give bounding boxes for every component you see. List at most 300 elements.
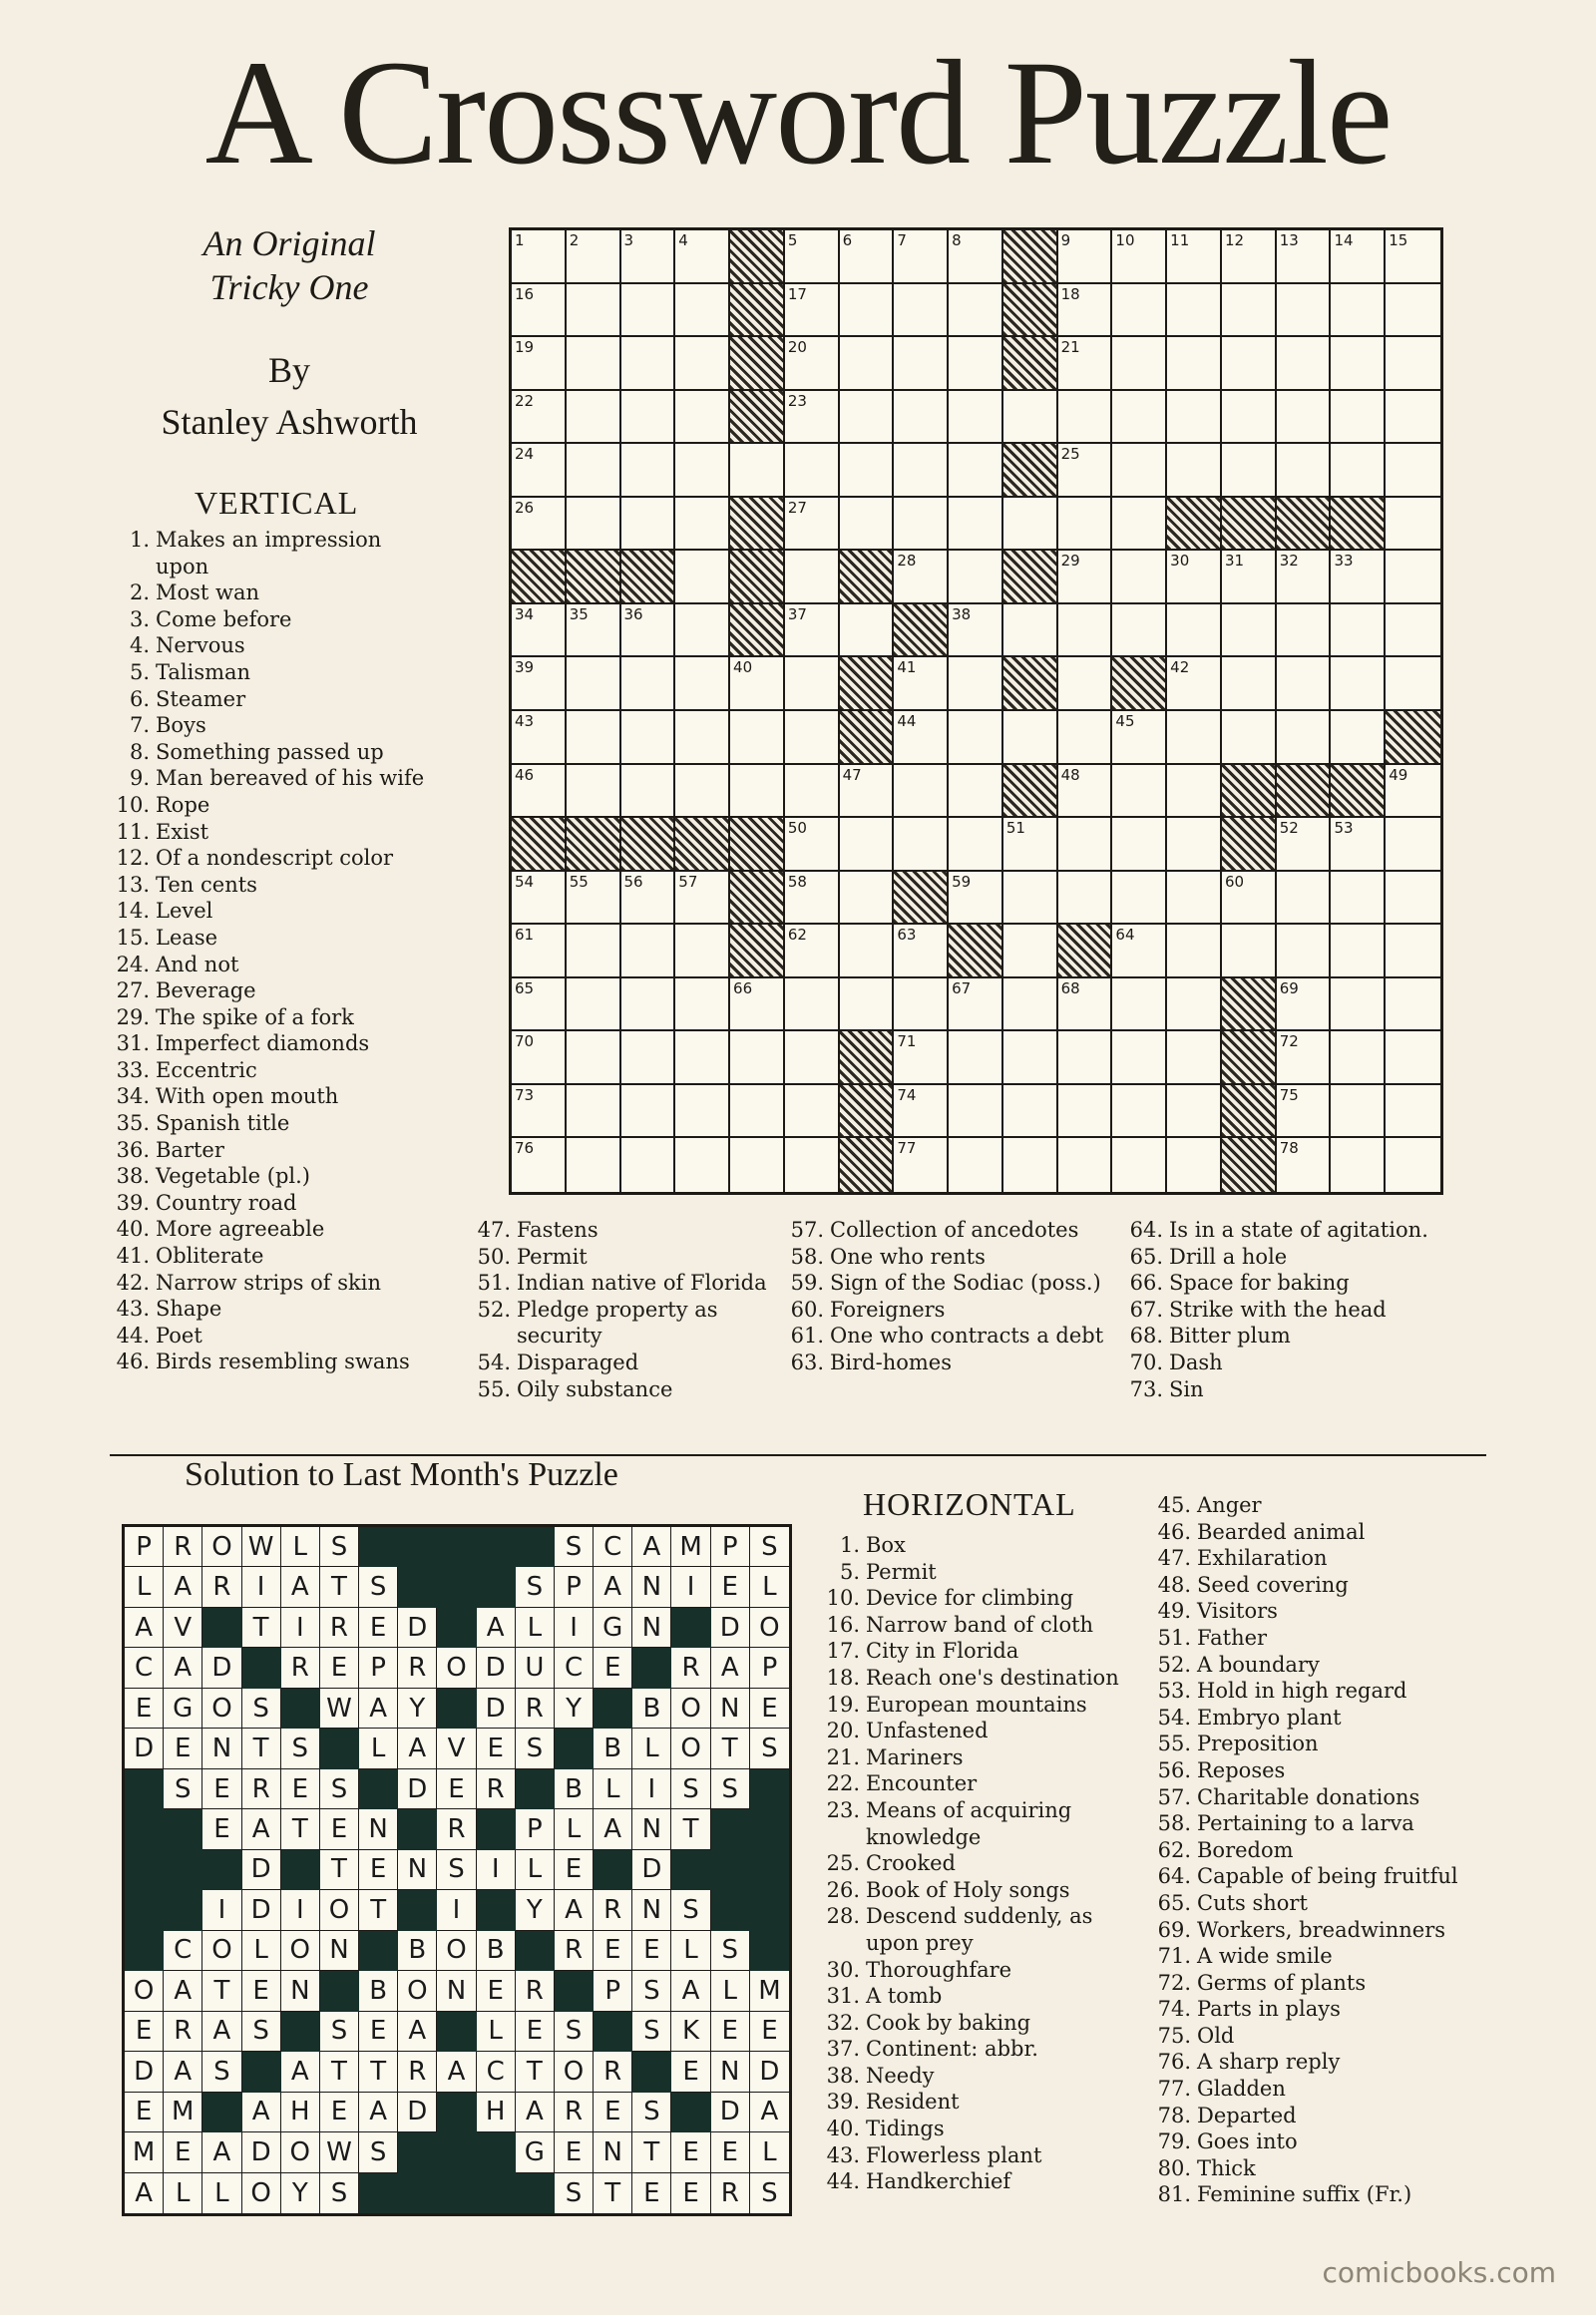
puzzle-cell[interactable] bbox=[1112, 284, 1167, 338]
puzzle-cell[interactable] bbox=[785, 711, 840, 765]
puzzle-cell[interactable] bbox=[567, 978, 621, 1032]
puzzle-cell[interactable] bbox=[621, 657, 676, 711]
puzzle-cell[interactable] bbox=[840, 872, 895, 926]
puzzle-cell[interactable] bbox=[1222, 284, 1277, 338]
puzzle-cell[interactable] bbox=[1058, 657, 1113, 711]
puzzle-cell[interactable] bbox=[675, 284, 730, 338]
puzzle-cell[interactable] bbox=[785, 978, 840, 1032]
puzzle-cell[interactable] bbox=[1058, 230, 1113, 284]
puzzle-cell[interactable] bbox=[1331, 1138, 1386, 1192]
puzzle-cell[interactable] bbox=[1112, 711, 1167, 765]
puzzle-cell[interactable] bbox=[1112, 818, 1167, 872]
clue-item bbox=[816, 2036, 1145, 2063]
puzzle-cell[interactable] bbox=[675, 230, 730, 284]
puzzle-cell[interactable] bbox=[1112, 337, 1167, 391]
puzzle-cell[interactable] bbox=[1112, 872, 1167, 926]
puzzle-cell[interactable] bbox=[1058, 765, 1113, 819]
puzzle-cell[interactable] bbox=[1112, 604, 1167, 658]
puzzle-cell[interactable] bbox=[840, 391, 895, 445]
solution-black-square bbox=[202, 1850, 241, 1890]
puzzle-cell[interactable] bbox=[1112, 230, 1167, 284]
solution-letter: A bbox=[125, 1608, 164, 1648]
puzzle-cell[interactable] bbox=[1167, 1085, 1222, 1139]
puzzle-cell[interactable] bbox=[512, 765, 567, 819]
puzzle-cell[interactable] bbox=[621, 872, 676, 926]
puzzle-cell[interactable] bbox=[949, 284, 1003, 338]
clue-number: 5. bbox=[129, 659, 150, 684]
solution-letter: L bbox=[359, 1729, 398, 1768]
puzzle-cell[interactable] bbox=[1386, 391, 1440, 445]
puzzle-cell[interactable] bbox=[1167, 391, 1222, 445]
puzzle-cell[interactable] bbox=[894, 444, 949, 498]
puzzle-cell[interactable] bbox=[840, 337, 895, 391]
puzzle-cell[interactable] bbox=[621, 284, 676, 338]
puzzle-cell[interactable] bbox=[1058, 1031, 1113, 1085]
puzzle-cell[interactable] bbox=[1277, 604, 1332, 658]
clue-item bbox=[1147, 1731, 1491, 1757]
puzzle-cell[interactable] bbox=[1112, 1138, 1167, 1192]
clue-text: Visitors bbox=[1197, 1599, 1278, 1624]
puzzle-cell[interactable] bbox=[621, 498, 676, 552]
puzzle-cell[interactable] bbox=[1331, 872, 1386, 926]
solution-letter: T bbox=[242, 1729, 281, 1768]
puzzle-cell[interactable] bbox=[675, 337, 730, 391]
puzzle-cell[interactable] bbox=[1167, 1138, 1222, 1192]
puzzle-cell[interactable] bbox=[785, 872, 840, 926]
puzzle-cell[interactable] bbox=[1003, 818, 1058, 872]
puzzle-cell[interactable] bbox=[512, 657, 567, 711]
clue-number: 57. bbox=[1157, 1784, 1191, 1809]
solution-letter: O bbox=[125, 1971, 164, 2011]
clue-text: Box bbox=[866, 1533, 906, 1557]
puzzle-cell[interactable] bbox=[785, 498, 840, 552]
puzzle-cell[interactable] bbox=[1277, 818, 1332, 872]
puzzle-cell[interactable] bbox=[894, 1138, 949, 1192]
puzzle-cell[interactable] bbox=[675, 978, 730, 1032]
puzzle-cell[interactable] bbox=[1331, 818, 1386, 872]
puzzle-cell[interactable] bbox=[1277, 551, 1332, 604]
puzzle-cell[interactable] bbox=[1167, 711, 1222, 765]
puzzle-cell[interactable] bbox=[512, 1085, 567, 1139]
puzzle-cell[interactable] bbox=[949, 444, 1003, 498]
clue-number: 22. bbox=[826, 1771, 860, 1796]
puzzle-cell[interactable] bbox=[1277, 925, 1332, 978]
puzzle-cell[interactable] bbox=[1058, 711, 1113, 765]
puzzle-cell[interactable] bbox=[567, 657, 621, 711]
puzzle-cell[interactable] bbox=[1167, 337, 1222, 391]
puzzle-cell[interactable] bbox=[1167, 872, 1222, 926]
puzzle-cell[interactable] bbox=[1277, 978, 1332, 1032]
puzzle-cell[interactable] bbox=[1277, 872, 1332, 926]
puzzle-cell[interactable] bbox=[1386, 765, 1440, 819]
solution-letter: L bbox=[516, 1608, 555, 1648]
puzzle-cell[interactable] bbox=[621, 978, 676, 1032]
puzzle-cell[interactable] bbox=[621, 711, 676, 765]
puzzle-cell[interactable] bbox=[1003, 925, 1058, 978]
puzzle-cell[interactable] bbox=[1058, 604, 1113, 658]
puzzle-cell[interactable] bbox=[949, 1031, 1003, 1085]
puzzle-cell[interactable] bbox=[1386, 551, 1440, 604]
puzzle-cell[interactable] bbox=[1331, 1031, 1386, 1085]
puzzle-cell[interactable] bbox=[675, 711, 730, 765]
puzzle-cell[interactable] bbox=[1331, 978, 1386, 1032]
clue-number: 15. bbox=[116, 925, 150, 950]
puzzle-cell[interactable] bbox=[894, 818, 949, 872]
puzzle-cell[interactable] bbox=[1277, 391, 1332, 445]
puzzle-cell[interactable] bbox=[675, 498, 730, 552]
puzzle-cell[interactable] bbox=[894, 1031, 949, 1085]
puzzle-cell[interactable] bbox=[1003, 978, 1058, 1032]
black-square bbox=[1222, 818, 1277, 872]
clue-number: 11. bbox=[116, 819, 150, 844]
puzzle-cell[interactable] bbox=[1277, 337, 1332, 391]
puzzle-cell[interactable] bbox=[1112, 444, 1167, 498]
puzzle-cell[interactable] bbox=[785, 1031, 840, 1085]
puzzle-cell[interactable] bbox=[1386, 604, 1440, 658]
puzzle-cell[interactable] bbox=[567, 604, 621, 658]
puzzle-cell[interactable] bbox=[621, 1138, 676, 1192]
puzzle-cell[interactable] bbox=[949, 818, 1003, 872]
puzzle-cell[interactable] bbox=[949, 711, 1003, 765]
puzzle-cell[interactable] bbox=[949, 872, 1003, 926]
puzzle-cell[interactable] bbox=[1112, 765, 1167, 819]
puzzle-cell[interactable] bbox=[730, 1085, 785, 1139]
puzzle-cell[interactable] bbox=[730, 765, 785, 819]
puzzle-cell[interactable] bbox=[567, 711, 621, 765]
solution-black-square bbox=[437, 2173, 476, 2213]
puzzle-cell[interactable] bbox=[1167, 284, 1222, 338]
puzzle-cell[interactable] bbox=[1277, 711, 1332, 765]
puzzle-cell[interactable] bbox=[567, 1085, 621, 1139]
puzzle-cell[interactable] bbox=[1112, 498, 1167, 552]
puzzle-cell[interactable] bbox=[1058, 818, 1113, 872]
clue-number: 43. bbox=[826, 2142, 860, 2167]
puzzle-cell[interactable] bbox=[1112, 1031, 1167, 1085]
clue-text: A tomb bbox=[866, 1984, 943, 2009]
puzzle-cell[interactable] bbox=[675, 604, 730, 658]
puzzle-cell[interactable] bbox=[894, 391, 949, 445]
puzzle-cell[interactable] bbox=[1112, 1085, 1167, 1139]
puzzle-cell[interactable] bbox=[512, 1031, 567, 1085]
puzzle-cell[interactable] bbox=[840, 284, 895, 338]
puzzle-cell[interactable] bbox=[1222, 657, 1277, 711]
puzzle-cell[interactable] bbox=[675, 551, 730, 604]
puzzle-cell[interactable] bbox=[949, 1085, 1003, 1139]
puzzle-cell[interactable] bbox=[1167, 604, 1222, 658]
puzzle-cell[interactable] bbox=[785, 657, 840, 711]
clue-text: Ten cents bbox=[156, 872, 257, 897]
puzzle-cell[interactable] bbox=[675, 657, 730, 711]
black-square bbox=[1331, 498, 1386, 552]
puzzle-cell[interactable] bbox=[621, 391, 676, 445]
puzzle-cell[interactable] bbox=[1331, 1085, 1386, 1139]
puzzle-cell[interactable] bbox=[1003, 391, 1058, 445]
puzzle-cell[interactable] bbox=[949, 978, 1003, 1032]
puzzle-cell[interactable] bbox=[1386, 337, 1440, 391]
puzzle-cell[interactable] bbox=[785, 765, 840, 819]
puzzle-cell[interactable] bbox=[1277, 1085, 1332, 1139]
puzzle-cell[interactable] bbox=[1222, 230, 1277, 284]
puzzle-cell[interactable] bbox=[894, 551, 949, 604]
puzzle-cell[interactable] bbox=[1331, 551, 1386, 604]
puzzle-cell[interactable] bbox=[785, 818, 840, 872]
clue-text: Country road bbox=[156, 1190, 297, 1215]
puzzle-cell[interactable] bbox=[1331, 337, 1386, 391]
puzzle-cell[interactable] bbox=[621, 925, 676, 978]
black-square bbox=[1003, 765, 1058, 819]
puzzle-cell[interactable] bbox=[512, 337, 567, 391]
puzzle-cell[interactable] bbox=[1222, 925, 1277, 978]
solution-letter: L bbox=[202, 2173, 241, 2213]
clue-text: The spike of a fork bbox=[156, 1004, 354, 1029]
puzzle-cell[interactable] bbox=[1167, 925, 1222, 978]
puzzle-cell[interactable] bbox=[1222, 391, 1277, 445]
puzzle-cell[interactable] bbox=[1058, 391, 1113, 445]
puzzle-cell[interactable] bbox=[949, 1138, 1003, 1192]
puzzle-cell[interactable] bbox=[1112, 391, 1167, 445]
puzzle-cell[interactable] bbox=[785, 284, 840, 338]
puzzle-cell[interactable] bbox=[785, 604, 840, 658]
puzzle-cell[interactable] bbox=[894, 711, 949, 765]
clue-number: 28. bbox=[826, 1904, 860, 1929]
puzzle-cell[interactable] bbox=[1277, 657, 1332, 711]
clue-number: 78. bbox=[1157, 2103, 1191, 2127]
puzzle-cell[interactable] bbox=[1112, 925, 1167, 978]
puzzle-cell[interactable] bbox=[1386, 1085, 1440, 1139]
puzzle-cell[interactable] bbox=[675, 872, 730, 926]
puzzle-cell[interactable] bbox=[675, 1138, 730, 1192]
solution-letter: Y bbox=[281, 2173, 320, 2213]
cell-number: 20 bbox=[787, 338, 807, 357]
puzzle-cell[interactable] bbox=[621, 604, 676, 658]
puzzle-cell[interactable] bbox=[894, 337, 949, 391]
clue-text: Makes an impression upon bbox=[156, 528, 382, 579]
puzzle-cell[interactable] bbox=[512, 925, 567, 978]
puzzle-cell[interactable] bbox=[785, 1085, 840, 1139]
puzzle-cell[interactable] bbox=[785, 391, 840, 445]
puzzle-cell[interactable] bbox=[785, 925, 840, 978]
puzzle-cell[interactable] bbox=[894, 498, 949, 552]
puzzle-cell[interactable] bbox=[621, 444, 676, 498]
puzzle-cell[interactable] bbox=[785, 337, 840, 391]
puzzle-cell[interactable] bbox=[1167, 818, 1222, 872]
puzzle-cell[interactable] bbox=[730, 1138, 785, 1192]
puzzle-cell[interactable] bbox=[1277, 444, 1332, 498]
puzzle-cell[interactable] bbox=[1331, 604, 1386, 658]
puzzle-cell[interactable] bbox=[1112, 551, 1167, 604]
puzzle-cell[interactable] bbox=[1386, 925, 1440, 978]
clue-number: 36. bbox=[116, 1137, 150, 1162]
puzzle-cell[interactable] bbox=[1003, 1031, 1058, 1085]
puzzle-cell[interactable] bbox=[1331, 657, 1386, 711]
puzzle-cell[interactable] bbox=[1167, 230, 1222, 284]
solution-letter: D bbox=[242, 1890, 281, 1930]
puzzle-cell[interactable] bbox=[785, 444, 840, 498]
puzzle-cell[interactable] bbox=[840, 978, 895, 1032]
puzzle-cell[interactable] bbox=[1058, 284, 1113, 338]
puzzle-cell[interactable] bbox=[1386, 230, 1440, 284]
puzzle-cell[interactable] bbox=[621, 337, 676, 391]
puzzle-cell[interactable] bbox=[785, 1138, 840, 1192]
puzzle-cell[interactable] bbox=[1167, 978, 1222, 1032]
puzzle-cell[interactable] bbox=[1167, 765, 1222, 819]
puzzle-cell[interactable] bbox=[1386, 872, 1440, 926]
puzzle-cell[interactable] bbox=[894, 925, 949, 978]
puzzle-cell[interactable] bbox=[1386, 818, 1440, 872]
puzzle-cell[interactable] bbox=[840, 498, 895, 552]
crossword-grid[interactable] bbox=[509, 227, 1443, 1195]
puzzle-cell[interactable] bbox=[567, 1138, 621, 1192]
puzzle-cell[interactable] bbox=[785, 551, 840, 604]
puzzle-cell[interactable] bbox=[1222, 444, 1277, 498]
puzzle-cell[interactable] bbox=[621, 1031, 676, 1085]
puzzle-cell[interactable] bbox=[512, 230, 567, 284]
puzzle-cell[interactable] bbox=[1167, 1031, 1222, 1085]
puzzle-cell[interactable] bbox=[1003, 1085, 1058, 1139]
puzzle-cell[interactable] bbox=[894, 1085, 949, 1139]
puzzle-cell[interactable] bbox=[949, 765, 1003, 819]
puzzle-cell[interactable] bbox=[621, 1085, 676, 1139]
puzzle-cell[interactable] bbox=[1331, 284, 1386, 338]
puzzle-cell[interactable] bbox=[512, 711, 567, 765]
puzzle-cell[interactable] bbox=[730, 1031, 785, 1085]
puzzle-cell[interactable] bbox=[567, 444, 621, 498]
puzzle-cell[interactable] bbox=[949, 657, 1003, 711]
puzzle-cell[interactable] bbox=[840, 765, 895, 819]
puzzle-cell[interactable] bbox=[567, 498, 621, 552]
puzzle-cell[interactable] bbox=[567, 391, 621, 445]
puzzle-cell[interactable] bbox=[1003, 711, 1058, 765]
puzzle-cell[interactable] bbox=[1058, 444, 1113, 498]
solution-letter: T bbox=[594, 2173, 632, 2213]
puzzle-cell[interactable] bbox=[675, 1085, 730, 1139]
puzzle-cell[interactable] bbox=[949, 337, 1003, 391]
solution-letter: E bbox=[202, 1769, 241, 1809]
puzzle-cell[interactable] bbox=[840, 230, 895, 284]
puzzle-cell[interactable] bbox=[894, 978, 949, 1032]
puzzle-cell[interactable] bbox=[1277, 1138, 1332, 1192]
puzzle-cell[interactable] bbox=[1331, 444, 1386, 498]
puzzle-cell[interactable] bbox=[949, 391, 1003, 445]
puzzle-cell[interactable] bbox=[1058, 1138, 1113, 1192]
puzzle-cell[interactable] bbox=[785, 230, 840, 284]
puzzle-cell[interactable] bbox=[840, 604, 895, 658]
solution-black-square bbox=[594, 1850, 632, 1890]
puzzle-cell[interactable] bbox=[675, 444, 730, 498]
puzzle-cell[interactable] bbox=[1277, 284, 1332, 338]
puzzle-cell[interactable] bbox=[675, 765, 730, 819]
puzzle-cell[interactable] bbox=[894, 284, 949, 338]
puzzle-cell[interactable] bbox=[840, 925, 895, 978]
puzzle-cell[interactable] bbox=[567, 284, 621, 338]
puzzle-cell[interactable] bbox=[512, 284, 567, 338]
puzzle-cell[interactable] bbox=[621, 765, 676, 819]
puzzle-cell[interactable] bbox=[1222, 872, 1277, 926]
puzzle-cell[interactable] bbox=[1277, 1031, 1332, 1085]
puzzle-cell[interactable] bbox=[949, 551, 1003, 604]
puzzle-cell[interactable] bbox=[512, 1138, 567, 1192]
puzzle-cell[interactable] bbox=[567, 230, 621, 284]
puzzle-cell[interactable] bbox=[567, 337, 621, 391]
puzzle-cell[interactable] bbox=[1222, 337, 1277, 391]
puzzle-cell[interactable] bbox=[1222, 551, 1277, 604]
puzzle-cell[interactable] bbox=[1167, 551, 1222, 604]
puzzle-cell[interactable] bbox=[1058, 337, 1113, 391]
puzzle-cell[interactable] bbox=[730, 657, 785, 711]
puzzle-cell[interactable] bbox=[567, 765, 621, 819]
puzzle-cell[interactable] bbox=[675, 391, 730, 445]
puzzle-cell[interactable] bbox=[1331, 230, 1386, 284]
black-square bbox=[1003, 230, 1058, 284]
puzzle-cell[interactable] bbox=[1003, 1138, 1058, 1192]
puzzle-cell[interactable] bbox=[1277, 230, 1332, 284]
puzzle-cell[interactable] bbox=[1003, 604, 1058, 658]
puzzle-cell[interactable] bbox=[1058, 498, 1113, 552]
solution-letter: B bbox=[359, 1971, 398, 2011]
puzzle-cell[interactable] bbox=[1386, 978, 1440, 1032]
puzzle-cell[interactable] bbox=[730, 711, 785, 765]
solution-letter: S bbox=[320, 2012, 359, 2052]
puzzle-cell[interactable] bbox=[1222, 711, 1277, 765]
puzzle-cell[interactable] bbox=[1331, 391, 1386, 445]
puzzle-cell[interactable] bbox=[894, 230, 949, 284]
puzzle-cell[interactable] bbox=[840, 444, 895, 498]
puzzle-cell[interactable] bbox=[1386, 657, 1440, 711]
puzzle-cell[interactable] bbox=[567, 872, 621, 926]
puzzle-cell[interactable] bbox=[949, 498, 1003, 552]
puzzle-cell[interactable] bbox=[1386, 284, 1440, 338]
puzzle-cell[interactable] bbox=[512, 978, 567, 1032]
puzzle-cell[interactable] bbox=[1058, 551, 1113, 604]
puzzle-cell[interactable] bbox=[1331, 711, 1386, 765]
puzzle-cell[interactable] bbox=[1386, 1138, 1440, 1192]
puzzle-cell[interactable] bbox=[512, 872, 567, 926]
puzzle-cell[interactable] bbox=[894, 657, 949, 711]
puzzle-cell[interactable] bbox=[1222, 604, 1277, 658]
puzzle-cell[interactable] bbox=[840, 818, 895, 872]
puzzle-cell[interactable] bbox=[621, 230, 676, 284]
puzzle-cell[interactable] bbox=[512, 498, 567, 552]
solution-letter: P bbox=[516, 1809, 555, 1849]
puzzle-cell[interactable] bbox=[675, 1031, 730, 1085]
puzzle-cell[interactable] bbox=[1112, 978, 1167, 1032]
puzzle-cell[interactable] bbox=[1386, 444, 1440, 498]
puzzle-cell[interactable] bbox=[1003, 872, 1058, 926]
clue-item bbox=[1147, 1784, 1491, 1811]
puzzle-cell[interactable] bbox=[730, 978, 785, 1032]
puzzle-cell[interactable] bbox=[949, 230, 1003, 284]
puzzle-cell[interactable] bbox=[730, 444, 785, 498]
puzzle-cell[interactable] bbox=[1331, 925, 1386, 978]
puzzle-cell[interactable] bbox=[675, 925, 730, 978]
puzzle-cell[interactable] bbox=[512, 391, 567, 445]
puzzle-cell[interactable] bbox=[567, 1031, 621, 1085]
puzzle-cell[interactable] bbox=[1003, 498, 1058, 552]
puzzle-cell[interactable] bbox=[1058, 978, 1113, 1032]
puzzle-cell[interactable] bbox=[1167, 657, 1222, 711]
puzzle-cell[interactable] bbox=[512, 444, 567, 498]
puzzle-cell[interactable] bbox=[1167, 444, 1222, 498]
puzzle-cell[interactable] bbox=[949, 604, 1003, 658]
puzzle-cell[interactable] bbox=[894, 765, 949, 819]
cell-number: 69 bbox=[1279, 978, 1299, 997]
puzzle-cell[interactable] bbox=[567, 925, 621, 978]
puzzle-cell[interactable] bbox=[1058, 1085, 1113, 1139]
puzzle-cell[interactable] bbox=[1386, 1031, 1440, 1085]
puzzle-cell[interactable] bbox=[1058, 872, 1113, 926]
puzzle-cell[interactable] bbox=[1386, 498, 1440, 552]
puzzle-cell[interactable] bbox=[512, 604, 567, 658]
